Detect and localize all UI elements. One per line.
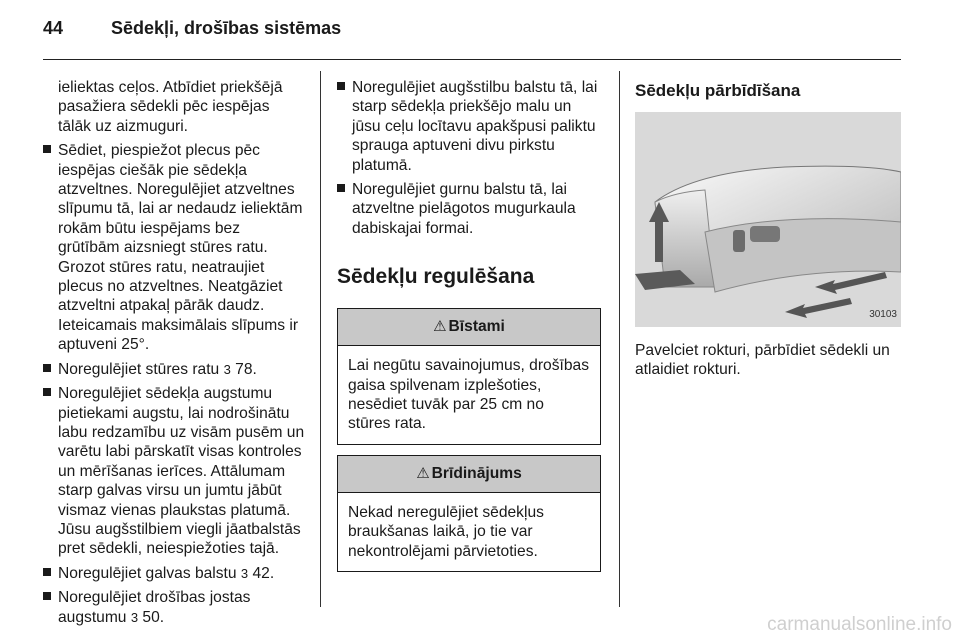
page-reference[interactable]: 42. — [252, 564, 275, 582]
danger-box-body: Lai negūtu savainojumus, drošības gaisa spilvenam izplešoties, nesēdiet tuvāk par 25 cm no stūres rata. — [348, 357, 589, 433]
page-reference-icon: 3 — [130, 609, 139, 625]
bullet-icon — [43, 388, 51, 396]
bullet-icon — [337, 184, 345, 192]
page-reference-icon: 3 — [240, 565, 249, 581]
column-3 — [635, 78, 901, 380]
danger-box-title: Bīstami — [448, 318, 505, 336]
column-2-bullet-list — [337, 78, 601, 238]
warning-triangle-icon: ⚠ — [433, 318, 447, 336]
section-title: Sēdekļi, drošības sistēmas — [111, 18, 342, 38]
seat-drawing — [635, 112, 901, 327]
danger-box — [337, 308, 601, 445]
list-item: Noregulējiet galvas balstu 3 42. — [43, 564, 305, 583]
list-item: Noregulējiet stūres ratu 3 78. — [43, 360, 305, 379]
bullet-icon — [43, 145, 51, 153]
column-1-bullet-list — [43, 141, 305, 627]
list-item: Noregulējiet augšstilbu balstu tā, lai starp sēdekļa priekšējo malu un jūsu ceļu locītavu apakšpusi paliktu sprauga aptuveni divu pirkstu platumā. — [337, 78, 601, 175]
column-1 — [43, 78, 305, 632]
bullet-icon — [337, 82, 345, 90]
warning-box-body: Nekad neregulējiet sēdekļus braukšanas laikā, jo tie var nekontrolējami pārvietoties. — [348, 503, 544, 560]
seat-adjustment-illustration — [635, 112, 901, 327]
page-reference[interactable]: 50. — [142, 608, 165, 626]
column-divider-2 — [619, 71, 620, 607]
figure-caption: Pavelciet rokturi, pārbīdiet sēdekli un atlaidiet rokturi. — [635, 342, 890, 379]
warning-box — [337, 455, 601, 572]
section-heading: Sēdekļu pārbīdīšana — [635, 81, 801, 100]
page-reference-icon: 3 — [223, 361, 231, 377]
danger-box-header — [338, 309, 600, 346]
header-rule — [43, 59, 901, 60]
list-item: Noregulējiet sēdekļa augstumu pietiekami augstu, lai nodrošinātu labu redzamību uz visām pusēm un varētu labi pārskatīt visas kontroles un mērīšanas ierīces. Attālumam starp galvas virsu un jumtu jābūt vismaz vienas plaukstas platumā. Jūsu augšstilbiem viegli jāatbalstās pret sēdekli, neiespiežoties tajā. — [43, 384, 305, 559]
page-reference[interactable]: 78. — [235, 360, 257, 378]
column-2 — [337, 78, 601, 582]
warning-box-title: Brīdinājums — [431, 464, 522, 482]
section-heading: Sēdekļu regulēšana — [337, 265, 535, 289]
page-header — [43, 18, 341, 39]
list-item: Sēdiet, piespiežot plecus pēc iespējas ciešāk pie sēdekļa atzveltnes. Noregulējiet atzveltnes slīpumu tā, lai ar nedaudz ieliektām rokām būtu iespējams bez grūtībām aizsniegt stūres ratu. Grozot stūres ratu, neatraujiet plecus no atzveltnes. Neatgāziet atzveltni atpakaļ pārāk daudz. Ieteicamais maksimālais slīpums ir aptuveni 25°. — [43, 141, 305, 354]
watermark: carmanualsonline.info — [767, 614, 952, 635]
bullet-icon — [43, 568, 51, 576]
page-number: 44 — [43, 18, 64, 38]
figure-code: 30103 — [869, 308, 897, 320]
intro-paragraph: ieliektas ceļos. Atbīdiet priekšējā pasažiera sēdekli pēc iespējas tālāk uz aizmuguri. — [58, 79, 283, 135]
list-item: Noregulējiet gurnu balstu tā, lai atzveltne pielāgotos mugurkaula dabiskajai formai. — [337, 180, 601, 238]
warning-box-header — [338, 456, 600, 493]
list-item: Noregulējiet drošības jostas augstumu 3 50. — [43, 588, 305, 627]
bullet-icon — [43, 592, 51, 600]
warning-triangle-icon: ⚠ — [416, 464, 430, 482]
column-divider-1 — [320, 71, 321, 607]
bullet-icon — [43, 364, 51, 372]
